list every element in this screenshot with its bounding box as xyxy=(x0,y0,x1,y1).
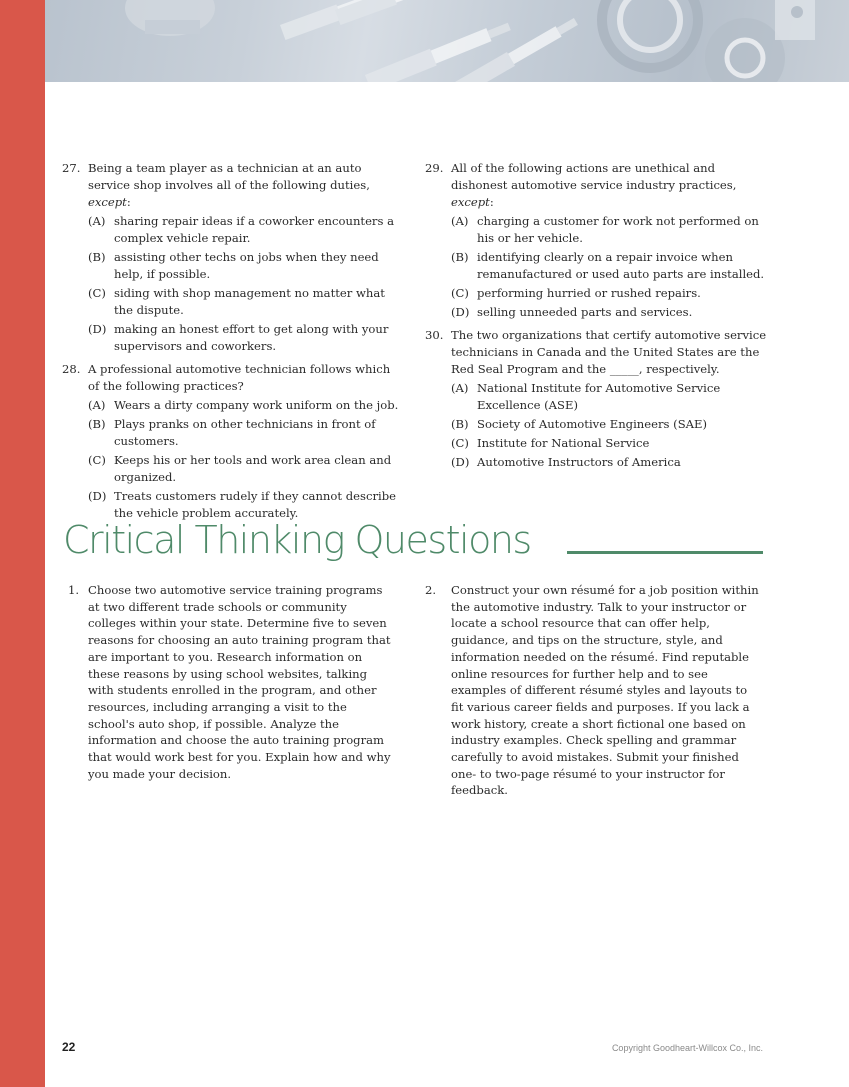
answer-option-d: (D) making an honest effort to get along with your supervisors and coworkers. xyxy=(88,322,389,353)
page-number: 22 xyxy=(62,1040,76,1054)
answer-option-c: (C) siding with shop management no matter what the dispute. xyxy=(88,286,385,317)
chapter-side-bar xyxy=(0,0,45,1087)
answer-option-c: (C) performing hurried or rushed repairs. xyxy=(451,286,701,300)
heading-rule-divider xyxy=(567,551,763,554)
answer-option-c: (C) Institute for National Service xyxy=(451,436,650,450)
question-number: 1. xyxy=(68,583,80,597)
review-questions-left-column xyxy=(62,160,404,526)
question-30 xyxy=(425,327,770,471)
critical-thinking-question-2 xyxy=(425,582,760,803)
answer-option-a: (A) sharing repair ideas if a coworker encounters a complex vehicle repair. xyxy=(88,214,395,245)
review-questions-right-column xyxy=(425,160,770,475)
question-28 xyxy=(62,361,404,522)
answer-option-a: (A) Wears a dirty company work uniform on the job. xyxy=(88,398,399,412)
question-29: 29. All of the following actions are unethical and dishonest automotive service industry practices, except: (A) charging a customer for work not performed on his or her vehicle. (B) identifying clearly on a repair invoice when remanufactured or used auto parts are installed. (C) performing hurried or rushed repairs. (D) selling unneeded parts and services. xyxy=(425,160,770,321)
question-27: 27. Being a team player as a technician at an auto service shop involves all of the following duties, except: (A) sharing repair ideas if a coworker encounters a complex vehicle repair. (B) assisting other techs on jobs when they need help, if possible. (C) siding with shop management no matter what the dispute. (D) making an honest effort to get along with your supervisors and coworkers. xyxy=(62,160,404,355)
question-text: The two organizations that certify automotive service technicians in Canada and the United States are the Red Seal Program and the _____, respectively. xyxy=(451,328,767,376)
critical-thinking-question-1 xyxy=(62,582,394,786)
header-photo-banner xyxy=(45,0,849,82)
auto-parts-photo-icon xyxy=(45,0,849,82)
answer-option-a: (A) National Institute for Automotive Service Excellence (ASE) xyxy=(451,381,721,412)
answer-option-d: (D) Treats customers rudely if they cannot describe the vehicle problem accurately. xyxy=(88,489,396,520)
answer-option-c: (C) Keeps his or her tools and work area clean and organized. xyxy=(88,453,392,484)
question-text: All of the following actions are unethical and dishonest automotive service industry practices, xyxy=(451,161,737,192)
question-number: 29. xyxy=(425,161,444,175)
answer-option-b: (B) assisting other techs on jobs when they need help, if possible. xyxy=(88,250,379,281)
question-text: Construct your own résumé for a job position within the automotive industry. Talk to your instructor or locate a school resource that can offer help, guidance, and tips on the structure, style, and information needed on the résumé. Find reputable online resources for further help and to see examples of different résumé styles and layouts to fit various career fields and purposes. If you lack a work history, create a short fictional one based on industry examples. Check spelling and grammar carefully to avoid mistakes. Submit your finished one- to two-page résumé to your instructor for feedback. xyxy=(451,583,759,798)
question-text: A professional automotive technician follows which of the following practices? xyxy=(88,362,391,393)
question-emphasis: except xyxy=(451,195,490,209)
answer-option-a: (A) charging a customer for work not performed on his or her vehicle. xyxy=(451,214,759,245)
answer-option-b: (B) Plays pranks on other technicians in front of customers. xyxy=(88,417,376,448)
answer-option-d: (D) selling unneeded parts and services. xyxy=(451,305,693,319)
answer-option-d: (D) Automotive Instructors of America xyxy=(451,455,681,469)
copyright-notice: Copyright Goodheart-Willcox Co., Inc. xyxy=(611,1043,763,1053)
question-emphasis: except xyxy=(88,195,127,209)
question-number: 28. xyxy=(62,362,81,376)
question-text: Choose two automotive service training programs at two different trade schools or community colleges within your state. Determine five to seven reasons for choosing an auto training program that are important to you. Research information on these reasons by using school websites, talking with students enrolled in the program, and other resources, including arranging a visit to the school's auto shop, if possible. Analyze the information and choose the auto training program that would work best for you. Explain how and why you made your decision. xyxy=(88,583,391,781)
question-number: 2. xyxy=(425,583,437,597)
question-number: 27. xyxy=(62,161,81,175)
question-text: Being a team player as a technician at an auto service shop involves all of the following duties, xyxy=(88,161,370,192)
question-number: 30. xyxy=(425,328,444,342)
answer-option-b: (B) Society of Automotive Engineers (SAE) xyxy=(451,417,708,431)
critical-thinking-heading: Critical Thinking Questions xyxy=(63,518,531,562)
answer-option-b: (B) identifying clearly on a repair invoice when remanufactured or used auto parts are installed. xyxy=(451,250,765,281)
